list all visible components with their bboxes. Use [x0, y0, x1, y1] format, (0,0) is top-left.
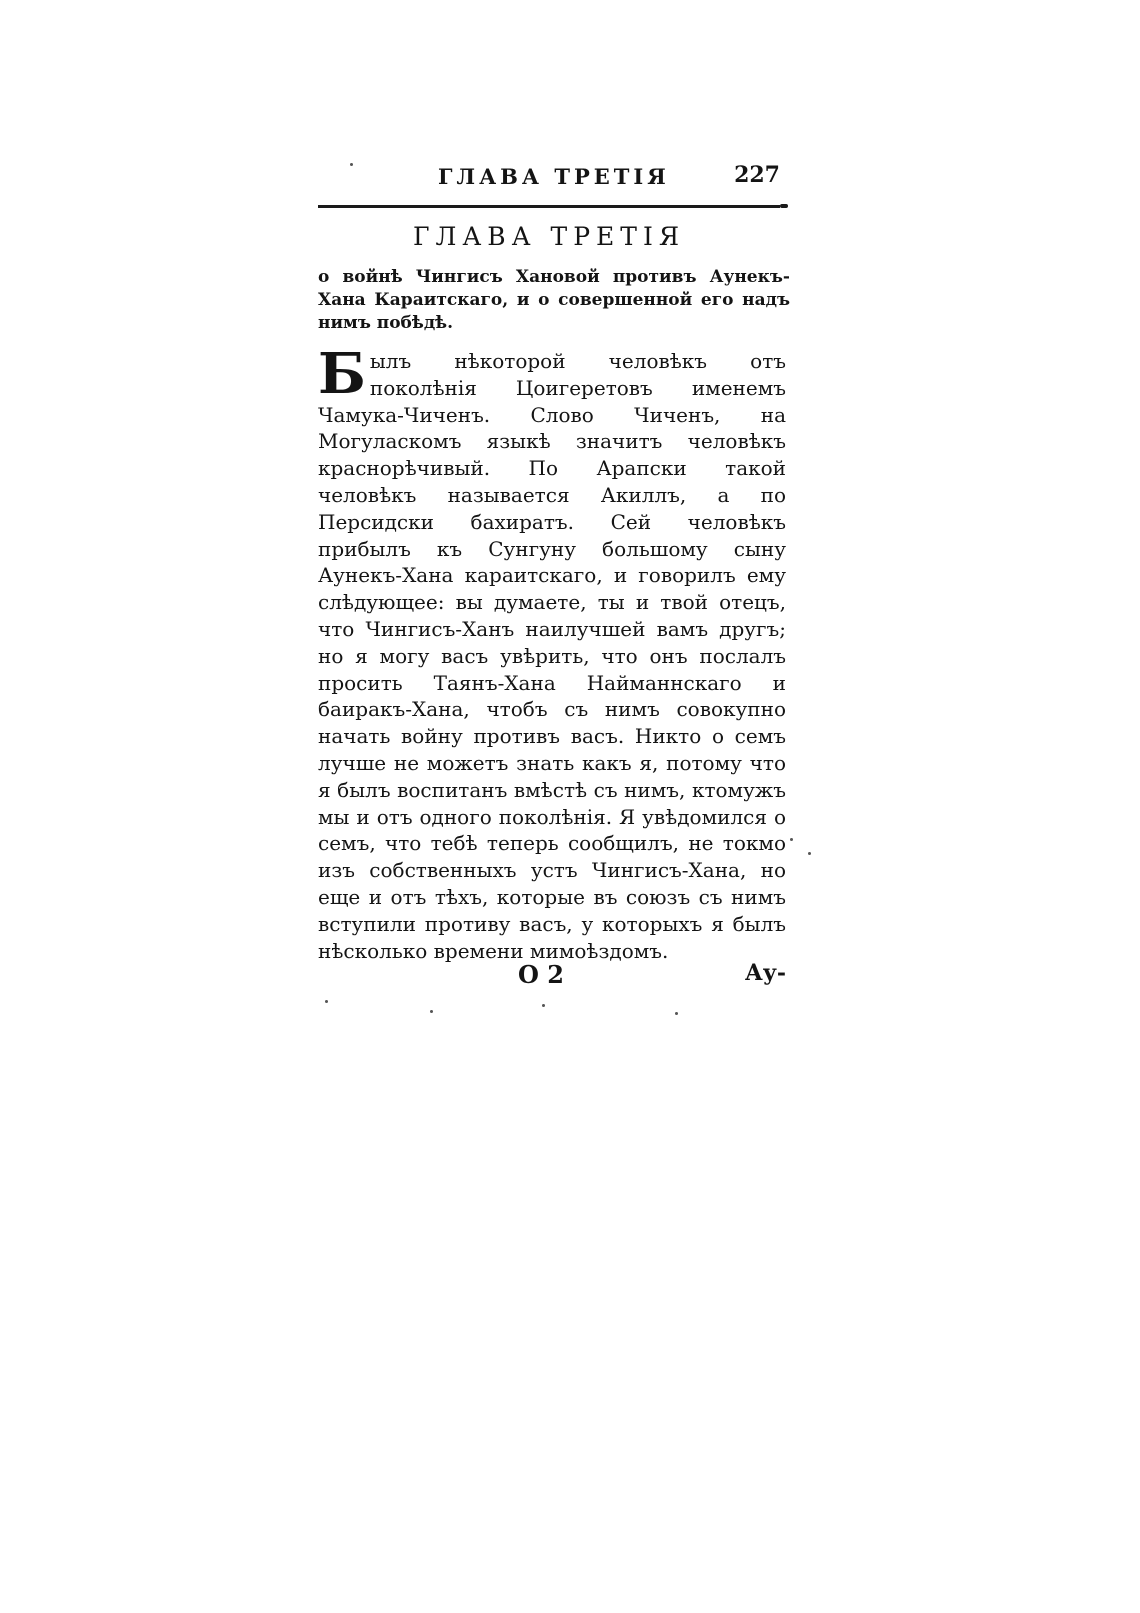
- body-text: ылъ нѣкоторой человѣкъ отъ поколѣнія Цоигеретовъ именемъ Чамука-Чиченъ. Слово Чиченъ, на Могуласкомъ языкѣ значитъ человѣкъ краснорѣчивый. По Арапски такой человѣкъ называется Акиллъ, а по Персидски бахиратъ. Сей человѣкъ прибылъ къ Сунгуну большому сыну Аунекъ-Хана караитскаго, и говорилъ ему слѣдующее: вы думаете, ты и твой отецъ, что Чингисъ-Ханъ наилучшей вамъ другъ; но я могу васъ увѣрить, что онъ послалъ просить Таянъ-Хана Найманнскаго и баиракъ-Хана, чтобъ съ нимъ совокупно начать войну противъ васъ. Никто о семъ лучше не можетъ знать какъ я, потому что я былъ воспитанъ вмѣстѣ съ нимъ, ктомужъ мы и отъ одного поколѣнія. Я увѣдомился о семъ, что тебѣ теперь сообщилъ, не токмо изъ собственныхъ устъ Чингисъ-Хана, но еще и отъ тѣхъ, которые въ союзъ съ нимъ вступили противу васъ, у которыхъ я былъ нѣсколько времени мимоѣздомъ.: [318, 349, 786, 963]
- ink-speck: [350, 163, 353, 166]
- header-rule: [318, 205, 780, 208]
- chapter-title: ГЛАВА ТРЕТІЯ: [412, 222, 686, 251]
- ink-speck: [808, 852, 811, 855]
- page-footer: [318, 960, 786, 994]
- body-paragraph: [318, 341, 786, 964]
- ink-speck: [675, 1012, 678, 1015]
- ink-speck: [430, 1010, 433, 1013]
- ink-speck: [325, 1000, 328, 1003]
- ink-speck: [790, 838, 793, 841]
- running-head: [318, 160, 788, 196]
- signature-mark: О 2: [518, 960, 564, 989]
- catchword: Ау-: [744, 960, 786, 986]
- drop-cap: Б: [318, 341, 366, 407]
- running-title: ГЛАВА ТРЕТІЯ: [438, 164, 670, 189]
- page-number: 227: [734, 162, 780, 188]
- ink-speck: [542, 1004, 545, 1007]
- chapter-subtitle: о войнѣ Чингисъ Хановой противъ Аунекъ-Хана Караитскаго, и о совершенной его надъ нимъ побѣдѣ.: [318, 267, 790, 333]
